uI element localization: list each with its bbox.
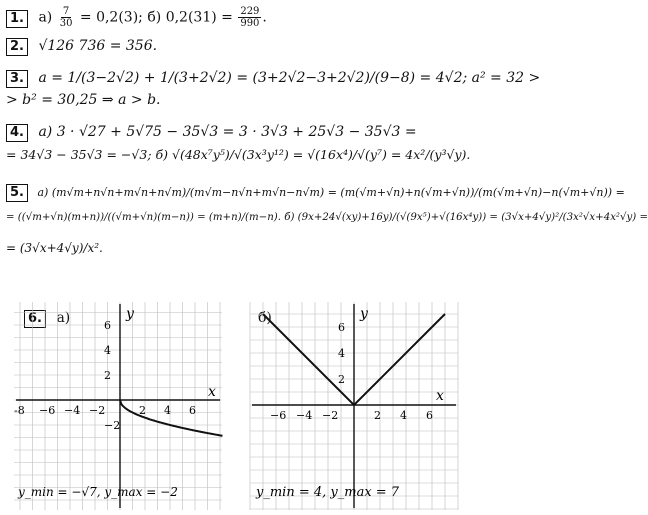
part-b-label: б)	[258, 310, 272, 326]
answer-text: 0,2(31) =	[165, 9, 233, 26]
x-tick-label: 6	[189, 404, 196, 417]
x-tick-label: −4	[296, 409, 313, 422]
problem-number: 1.	[6, 10, 28, 28]
x-tick-label: −6	[270, 409, 287, 422]
x-tick-label: 2	[374, 409, 381, 422]
fraction	[238, 6, 261, 29]
y-tick-label: 4	[104, 344, 111, 357]
y-tick-label: 6	[104, 319, 111, 332]
problem-number: 4.	[6, 124, 28, 142]
graph-a	[12, 300, 224, 512]
numerator: 229	[240, 6, 260, 17]
problem-4	[6, 124, 417, 142]
part-a-label: а)	[56, 310, 71, 326]
numerator: 7	[62, 6, 70, 17]
answer-line: = 34√3 − 35√3 = −√3; б) √(48x⁷y⁵)/√(3x³y¹²) = √(16x⁴)/√(y⁷) = 4x²/(y³√y).	[6, 147, 471, 162]
problem-number: 5.	[6, 184, 28, 202]
x-tick-label: 2	[139, 404, 146, 417]
period: .	[262, 9, 267, 26]
fraction	[58, 6, 75, 29]
result-text: y_min = 4, y_max = 7	[256, 485, 400, 500]
x-tick-label: −4	[64, 404, 81, 417]
problem-5	[6, 184, 625, 202]
part-a-label: а)	[38, 9, 53, 26]
y-tick-label: −2	[104, 419, 121, 432]
answer-line: > b² = 30,25 ⇒ a > b.	[6, 92, 161, 108]
problem-number: 2.	[6, 38, 28, 56]
y-tick-label: 4	[338, 347, 345, 360]
problem-2	[6, 38, 157, 56]
answer-line: = ((√m+√n)(m+n))/((√m+√n)(m−n)) = (m+n)/(m−n). б) (9x+24√(xy)+16y)/(√(9x⁵)+√(16x⁴y)) = (3√x+4√y)²/(3x²√x+4x²√y) =	[6, 212, 648, 223]
graph-b	[248, 300, 460, 512]
y-tick-label: 6	[338, 321, 345, 334]
answer-text: = 0,2(3);	[79, 9, 143, 26]
answer-line: а) (m√m+n√n+m√n+n√m)/(m√m−n√n+m√n−n√m) = (m(√m+√n)+n(√m+√n))/(m(√m+√n)−n(√m+√n)) =	[37, 186, 625, 199]
answer-line: a = 1/(3−2√2) + 1/(3+2√2) = (3+2√2−3+2√2)/(9−8) = 4√2; a² = 32 >	[38, 70, 541, 86]
x-tick-label: -8	[14, 404, 25, 417]
problem-number: 6.	[24, 310, 46, 328]
problem-number: 3.	[6, 70, 28, 88]
x-tick-label: −6	[39, 404, 56, 417]
problem-3	[6, 70, 540, 88]
y-tick-label: 2	[104, 369, 111, 382]
tick-labels	[14, 319, 196, 432]
x-tick-label: −2	[89, 404, 106, 417]
y-axis-label: y	[126, 306, 134, 322]
x-tick-label: 6	[426, 409, 433, 422]
x-tick-label: 4	[164, 404, 171, 417]
function-curve	[120, 400, 223, 436]
denominator: 990	[240, 18, 260, 29]
x-tick-label: −2	[322, 409, 339, 422]
denominator: 30	[59, 18, 73, 29]
part-b-label: б)	[147, 9, 162, 26]
tick-labels	[270, 321, 433, 422]
result-text: y_min = −√7, y_max = −2	[18, 485, 178, 499]
y-axis-label: y	[360, 306, 368, 322]
answer-text: √126 736 = 356.	[38, 38, 158, 54]
problem-1	[6, 6, 267, 29]
answer-line: а) 3 · √27 + 5√75 − 35√3 = 3 · 3√3 + 25√3 − 35√3 =	[38, 124, 417, 140]
x-axis-label: x	[436, 388, 444, 404]
y-tick-label: 2	[338, 373, 345, 386]
x-tick-label: 4	[400, 409, 407, 422]
answer-line: = (3√x+4√y)/x².	[6, 241, 103, 255]
x-axis-label: x	[208, 384, 216, 400]
